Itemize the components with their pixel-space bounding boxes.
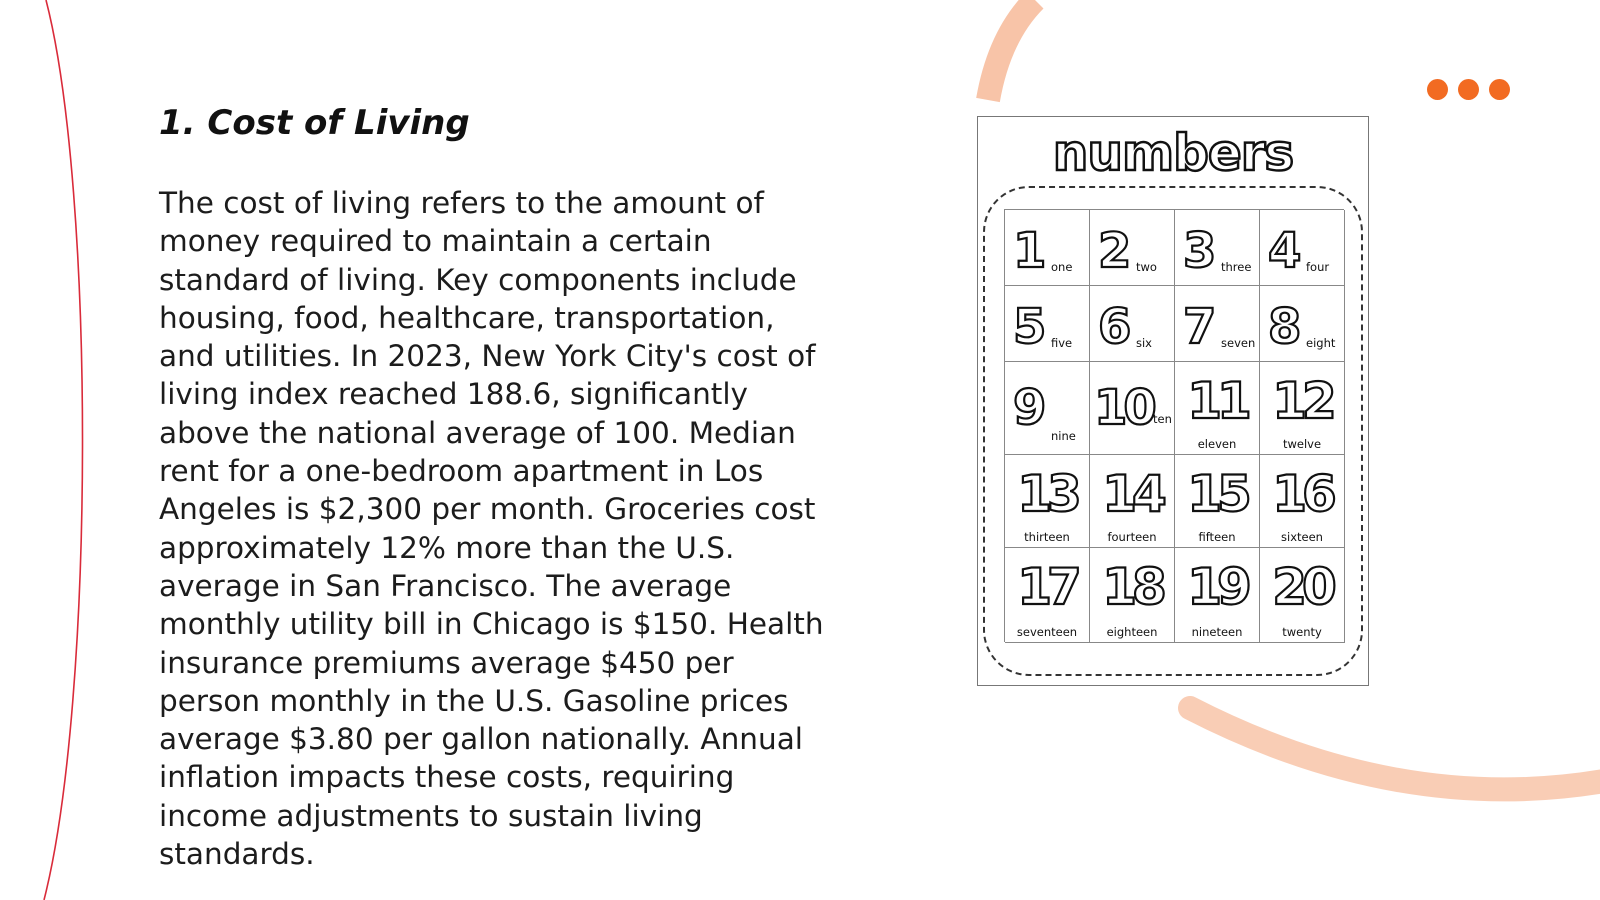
number-glyph: 3 [1183,223,1217,279]
number-glyph: 8 [1268,299,1302,355]
number-glyph: 6 [1098,299,1132,355]
number-word: twelve [1282,437,1322,451]
dot-3 [1489,79,1510,100]
number-word: two [1136,260,1157,274]
number-glyph: 18 [1102,558,1162,616]
number-word: eleven [1197,437,1237,451]
number-cell-nineteen [1175,548,1260,643]
number-word: eighteen [1106,625,1158,639]
number-glyph: 13 [1017,465,1077,523]
number-glyph: 2 [1098,223,1132,279]
dot-2 [1458,79,1479,100]
number-cell-nine [1005,362,1090,455]
number-word: sixteen [1281,530,1323,544]
slide-body-text: The cost of living refers to the amount of money required to maintain a certain standard of living. Key components include housing, food, healthcare, transportation, and utilities. In 2023, New York City's cost of living index reached 188.6, significantly above the national average of 100. Median rent for a one-bedroom apartment in Los Angeles is $2,300 per month. Groceries cost approximately 12% more than the U.S. average in San Francisco. The average monthly utility bill in Chicago is $150. Health insurance premiums average $450 per person monthly in the U.S. Gasoline prices average $3.80 per gallon nationally. Annual inflation impacts these costs, requiring income adjustments to sustain living standards. [159,186,824,872]
bottom-arc-decoration [1190,708,1600,789]
number-glyph: 12 [1272,372,1332,430]
number-glyph: 10 [1094,380,1153,436]
number-word: fifteen [1198,530,1236,544]
number-word: seven [1221,336,1256,350]
number-word: thirteen [1024,530,1070,544]
number-glyph: 17 [1017,558,1077,616]
numbers-grid [1004,209,1344,642]
number-glyph: 4 [1268,223,1302,279]
number-cell-seven [1175,286,1260,362]
number-cell-sixteen [1260,455,1345,548]
number-glyph: 14 [1102,465,1162,523]
number-word: nineteen [1191,625,1243,639]
dot-1 [1427,79,1448,100]
number-cell-fifteen [1175,455,1260,548]
number-word: one [1051,260,1073,274]
slide-title: 1. Cost of Living [159,103,470,143]
number-word: fourteen [1107,530,1157,544]
number-word: nine [1051,429,1076,443]
number-glyph: 7 [1183,299,1217,355]
number-glyph: 20 [1272,558,1332,616]
number-word: four [1306,260,1330,274]
three-dots-icon[interactable] [1427,79,1510,100]
number-glyph: 5 [1013,299,1047,355]
number-cell-fourteen [1090,455,1175,548]
number-glyph: 19 [1187,558,1247,616]
number-cell-ten [1090,362,1175,455]
number-word: seventeen [1016,625,1078,639]
number-word: three [1221,260,1252,274]
number-cell-seventeen [1005,548,1090,643]
number-glyph: 9 [1013,380,1047,436]
number-cell-six [1090,286,1175,362]
number-cell-three [1175,210,1260,286]
number-word: six [1136,336,1152,350]
number-word: twenty [1282,625,1322,639]
number-cell-four [1260,210,1345,286]
number-cell-one [1005,210,1090,286]
number-word: eight [1306,336,1336,350]
number-cell-twelve [1260,362,1345,455]
number-word: five [1051,336,1073,350]
worksheet-title: numbers [1052,124,1294,182]
number-cell-twenty [1260,548,1345,643]
number-cell-eighteen [1090,548,1175,643]
number-cell-five [1005,286,1090,362]
number-word: ten [1153,412,1172,426]
number-glyph: 16 [1272,465,1332,523]
number-cell-two [1090,210,1175,286]
number-glyph: 1 [1013,223,1047,279]
number-cell-thirteen [1005,455,1090,548]
top-arc-decoration [988,0,1035,100]
number-cell-eleven [1175,362,1260,455]
number-glyph: 11 [1187,372,1247,430]
number-glyph: 15 [1187,465,1247,523]
number-cell-eight [1260,286,1345,362]
left-accent-line [44,0,83,900]
numbers-worksheet-image [977,116,1369,686]
